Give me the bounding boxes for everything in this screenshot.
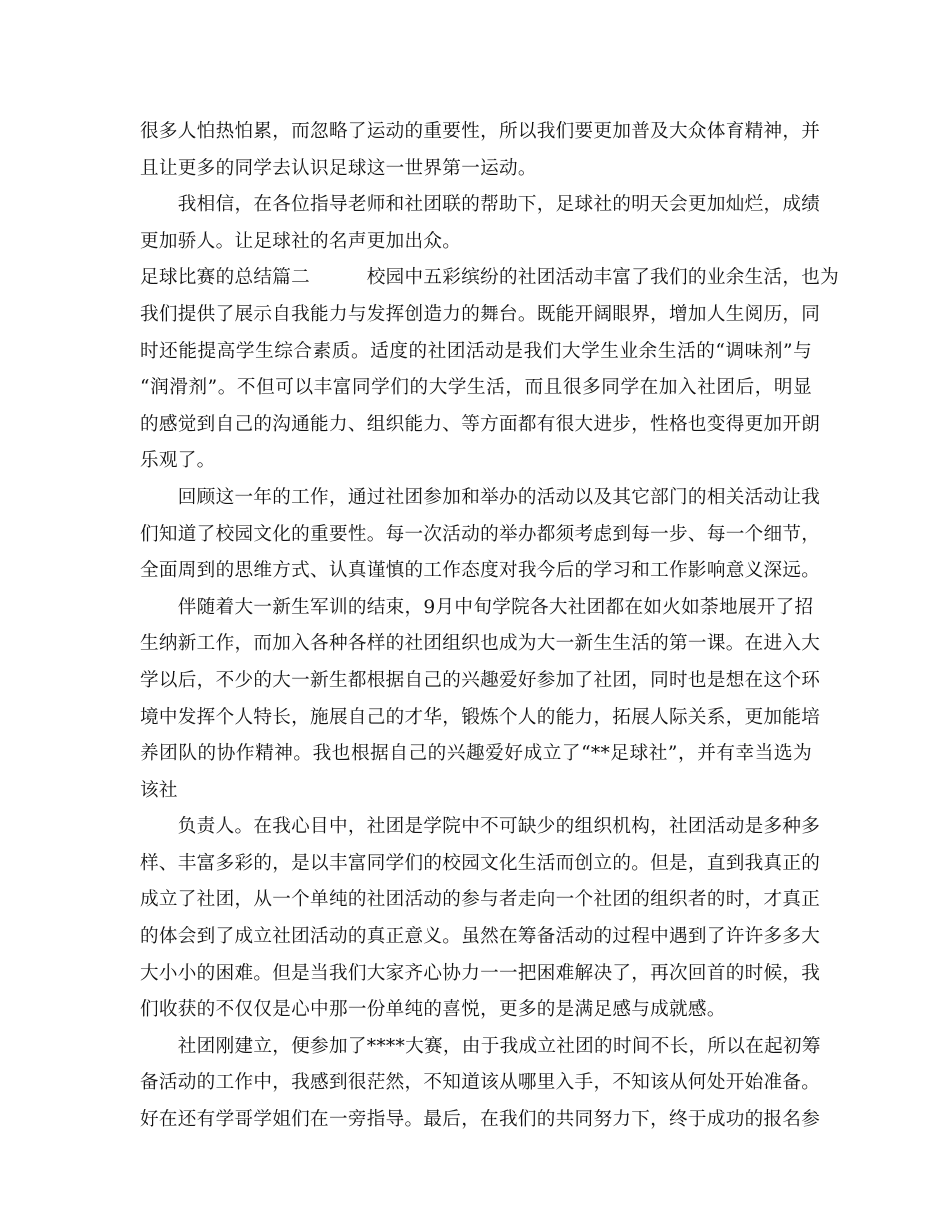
text-line: 好在还有学哥学姐们在一旁指导。最后，在我们的共同努力下，终于成功的报名参	[140, 1109, 821, 1131]
text-line: 全面周到的思维方式、认真谨慎的工作态度对我今后的学习和工作影响意义深远。	[140, 560, 821, 582]
text-line: 的感觉到自己的沟通能力、组织能力、等方面都有很大进步，性格也变得更加开朗	[140, 413, 821, 435]
text-line: “润滑剂”。不但可以丰富同学们的大学生活，而且很多同学在加入社团后，明显	[140, 377, 812, 399]
text-line: 学以后，不少的大一新生都根据自己的兴趣爱好参加了社团，同时也是想在这个环	[140, 669, 821, 691]
text-line: 样、丰富多彩的，是以丰富同学们的校园文化生活而创立的。但是，直到我真正的	[140, 852, 821, 874]
text-line: 伴随着大一新生军训的结束，9月中旬学院各大社团都在如火如荼地展开了招	[140, 596, 814, 618]
text-line: 该社	[140, 779, 178, 801]
text-line: 很多人怕热怕累，而忽略了运动的重要性，所以我们要更加普及大众体育精神，并	[140, 121, 821, 142]
text-line: 社团刚建立，便参加了****大赛，由于我成立社团的时间不长，所以在起初筹	[140, 1035, 821, 1057]
text-line: 我们提供了展示自我能力与发挥创造力的舞台。既能开阔眼界，增加人生阅历，同	[140, 303, 821, 325]
text-line: 大小小的困难。但是当我们大家齐心协力一一把困难解决了，再次回首的时候，我	[140, 962, 821, 984]
text-line: 境中发挥个人特长，施展自己的才华，锻炼个人的能力，拓展人际关系，更加能培	[140, 706, 821, 728]
text-line: 足球比赛的总结篇二 校园中五彩缤纷的社团活动丰富了我们的业余生活，也为	[140, 267, 840, 289]
text-line: 且让更多的同学去认识足球这一世界第一运动。	[140, 157, 537, 179]
text-line: 时还能提高学生综合素质。适度的社团活动是我们大学生业余生活的“调味剂”与	[140, 340, 812, 362]
text-line: 乐观了。	[140, 450, 216, 472]
text-line: 更加骄人。让足球社的名声更加出众。	[140, 230, 462, 252]
text-line: 养团队的协作精神。我也根据自己的兴趣爱好成立了“**足球社”，并有幸当选为	[140, 743, 812, 765]
text-line: 们知道了校园文化的重要性。每一次活动的举办都须考虑到每一步、每一个细节，	[140, 523, 821, 545]
text-line: 生纳新工作，而加入各种各样的社团组织也成为大一新生生活的第一课。在进入大	[140, 633, 821, 655]
text-line: 负责人。在我心目中，社团是学院中不可缺少的组织机构，社团活动是多种多	[140, 816, 821, 838]
text-line: 的体会到了成立社团活动的真正意义。虽然在筹备活动的过程中遇到了许许多多大	[140, 926, 821, 948]
document-body	[140, 114, 840, 1139]
text-line: 我相信，在各位指导老师和社团联的帮助下，足球社的明天会更加灿烂，成绩	[140, 194, 821, 216]
text-line: 们收获的不仅仅是心中那一份单纯的喜悦，更多的是满足感与成就感。	[140, 999, 726, 1021]
text-line: 备活动的工作中，我感到很茫然，不知道该从哪里入手，不知该从何处开始准备。	[140, 1072, 821, 1094]
text-line: 回顾这一年的工作，通过社团参加和举办的活动以及其它部门的相关活动让我	[140, 486, 821, 508]
text-line: 成立了社团，从一个单纯的社团活动的参与者走向一个社团的组织者的时，才真正	[140, 889, 821, 911]
